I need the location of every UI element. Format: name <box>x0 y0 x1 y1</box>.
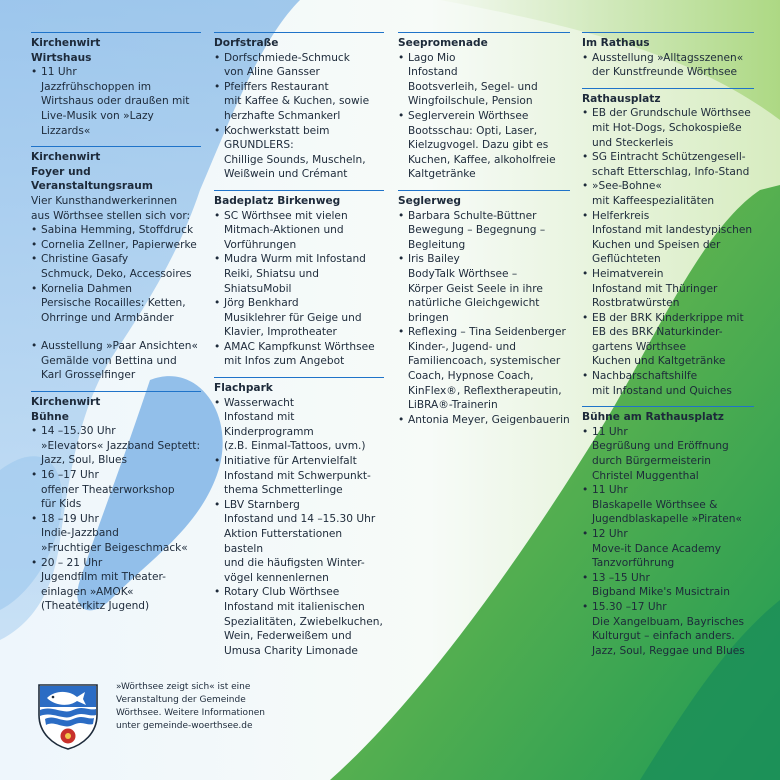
list-item <box>398 252 570 325</box>
item-line: Kulturgut – einfach anders. <box>592 630 735 643</box>
section-title: Kirchenwirt <box>31 396 101 409</box>
item-line: • Kochwerkstatt beim <box>224 124 330 137</box>
item-line: Vorführungen <box>224 238 297 251</box>
item-line: • 11 Uhr <box>41 66 77 79</box>
event-list <box>31 65 201 138</box>
item-line: Ohrringe und Armbänder <box>41 311 174 324</box>
item-line: Jazz, Soul, Blues <box>41 454 128 467</box>
item-line: Kuchen, Kaffee, alkoholfreie <box>408 153 556 166</box>
item-line: offener Theaterworkshop <box>41 483 175 496</box>
item-line: • 11 Uhr <box>592 484 628 497</box>
section-im-rathaus <box>582 32 754 80</box>
section-intro: Vier Kunsthandwerkerinnen <box>31 194 178 207</box>
item-line: Klavier, Improtheater <box>224 326 337 339</box>
section-subtitle: Bühne <box>31 410 69 423</box>
item-line: und die häufigsten Winter- <box>224 557 365 570</box>
list-item <box>214 396 384 454</box>
section-flachpark <box>214 377 384 658</box>
footer-text <box>116 681 286 733</box>
item-line: BodyTalk Wörthsee – <box>408 267 518 280</box>
event-list <box>214 209 384 370</box>
section-title: Dorfstraße <box>214 37 279 49</box>
list-item <box>398 51 570 109</box>
list-item <box>214 585 384 658</box>
item-line: Indie-Jazzband <box>41 527 119 540</box>
item-line: • Ausstellung »Paar Ansichten« <box>41 340 199 353</box>
event-list <box>398 51 570 182</box>
list-item <box>214 296 384 340</box>
item-line: • Helferkreis <box>592 209 650 222</box>
item-line: Infostand mit Kinderprogramm <box>224 411 314 438</box>
section-title: Kirchenwirt <box>31 151 101 164</box>
item-line: • Sabina Hemming, Stoffdruck <box>41 224 194 237</box>
item-line: einlagen »AMOK« <box>41 585 134 598</box>
item-line: Wein, Federweißem und <box>224 630 352 643</box>
item-line: • 16 –17 Uhr <box>41 469 99 482</box>
item-line: • 13 –15 Uhr <box>592 571 650 584</box>
section-seglerweg <box>398 190 570 428</box>
section-subtitle: Foyer und Veranstaltungsraum <box>31 165 153 193</box>
item-line: Schmuck, Deko, Accessoires <box>41 267 192 280</box>
item-line: Körper Geist Seele in ihre <box>408 282 543 295</box>
item-line: Jazzfrühschoppen im <box>41 80 152 93</box>
item-line: herzhafte Schmankerl <box>224 109 341 122</box>
item-line: Jugendfilm mit Theater- <box>41 571 166 584</box>
item-line: Gemälde von Bettina und <box>41 354 177 367</box>
section-title: Kirchenwirt <box>31 37 101 49</box>
item-line: von Aline Gansser <box>224 66 320 79</box>
event-list <box>214 51 384 182</box>
column-3 <box>398 32 570 435</box>
list-item <box>582 267 754 311</box>
list-item <box>31 65 201 138</box>
item-line: Kinder-, Jugend- und <box>408 340 516 353</box>
item-line: • Antonia Meyer, Geigenbauerin <box>408 413 570 426</box>
list-item <box>214 498 384 586</box>
item-line: • Cornelia Zellner, Papierwerke <box>41 238 197 251</box>
list-item <box>214 209 384 253</box>
list-item <box>31 339 201 383</box>
item-line: Live-Musik von »Lazy Lizzards« <box>41 109 154 137</box>
item-line: Chillige Sounds, Muscheln, <box>224 153 366 166</box>
item-line: LiBRA®-Trainerin <box>408 399 498 412</box>
list-item <box>582 209 754 267</box>
item-line: • 18 –19 Uhr <box>41 512 99 525</box>
item-line: Umusa Charity Limonade <box>224 644 358 657</box>
item-line: Coach, Hypnose Coach, <box>408 370 534 383</box>
item-line: Infostand mit Thüringer <box>592 282 718 295</box>
list-item <box>31 223 201 238</box>
item-line: • Seglerverein Wörthsee <box>408 109 529 122</box>
event-list <box>31 424 201 614</box>
list-item <box>31 282 201 326</box>
section-title: Seglerweg <box>398 194 461 207</box>
item-line: • Christine Gasafy <box>41 253 129 266</box>
item-line: »Elevators« Jazzband Septett: <box>41 439 201 452</box>
item-line: Kielzugvogel. Dazu gibt es <box>408 139 549 152</box>
section-intro: aus Wörthsee stellen sich vor: <box>31 209 191 222</box>
item-line: • LBV Starnberg <box>224 498 300 511</box>
event-list <box>31 223 201 383</box>
item-line: • Wasserwacht <box>224 396 295 409</box>
list-item <box>214 51 384 80</box>
section-title: Im Rathaus <box>582 37 650 49</box>
item-line: »Fruchtiger Beigeschmack« <box>41 542 188 554</box>
section-kirchenwirt-foyer <box>31 146 201 383</box>
item-line: Geflüchteten <box>592 253 661 266</box>
item-line: mit Infostand und Quiches <box>592 384 732 397</box>
item-line: • Kornelia Dahmen <box>41 282 132 295</box>
item-line: (Theaterkitz Jugend) <box>41 600 150 613</box>
item-line: Bigband Mike's Musictrain <box>592 586 730 599</box>
item-line: Karl Grosselfinger <box>41 369 136 382</box>
item-line: bringen <box>408 311 449 324</box>
item-line: Wirtshaus oder draußen mit <box>41 95 190 108</box>
item-line: Wingfoilschule, Pension <box>408 95 533 108</box>
item-line: Bewegung – Begegnung – <box>408 224 546 237</box>
list-spacer <box>31 325 201 339</box>
item-line: mit Hot-Dogs, Schokospieße <box>592 121 742 134</box>
section-subtitle: Wirtshaus <box>31 51 92 64</box>
item-line: • Initiative für Artenvielfalt <box>224 455 357 468</box>
list-item <box>214 80 384 124</box>
item-line: Infostand mit italienischen <box>224 600 365 613</box>
item-line: Infostand mit Schwerpunkt- <box>224 469 371 482</box>
municipal-crest-icon <box>33 681 103 751</box>
item-line: • 11 Uhr <box>592 425 628 438</box>
item-line: • Iris Bailey <box>408 253 460 266</box>
item-line: • Dorfschmiede-Schmuck <box>224 51 350 64</box>
section-rathausplatz <box>582 88 754 398</box>
list-item <box>31 556 201 614</box>
event-list <box>582 51 754 80</box>
item-line: Jugendblaskapelle »Piraten« <box>592 513 742 526</box>
section-title: Flachpark <box>214 382 273 395</box>
list-item <box>31 424 201 468</box>
item-line: Spezialitäten, Zwiebelkuchen, <box>224 615 383 628</box>
item-line: (z.B. Einmal-Tattoos, uvm.) <box>224 440 366 453</box>
column-1 <box>31 32 201 622</box>
item-line: • AMAC Kampfkunst Wörthsee <box>224 340 375 353</box>
item-line: • Ausstellung »Alltagsszenen« <box>592 51 744 64</box>
footer-line: »Wörthsee zeigt sich« ist eine <box>116 682 251 692</box>
item-line: • Pfeiffers Restaurant <box>224 80 329 93</box>
section-title: Badeplatz Birkenweg <box>214 194 341 207</box>
footer-line: Wörthsee. Weitere Informationen <box>116 708 266 718</box>
item-line: gartens Wörthsee <box>592 340 686 353</box>
column-2 <box>214 32 384 666</box>
footer-line: unter gemeinde-woerthsee.de <box>116 721 253 731</box>
section-seepromenade <box>398 32 570 182</box>
item-line: • Nachbarschaftshilfe <box>592 370 698 383</box>
item-line: Tanzvorführung <box>592 557 675 570</box>
list-item <box>582 150 754 179</box>
item-line: mit Infos zum Angebot <box>224 355 345 368</box>
list-item <box>582 369 754 398</box>
item-line: und Steckerleis <box>592 136 674 149</box>
item-line: vögel kennenlernen <box>224 571 329 584</box>
item-line: • 14 –15.30 Uhr <box>41 425 116 438</box>
item-line: • Heimatverein <box>592 267 664 280</box>
item-line: • 20 – 21 Uhr <box>41 556 103 569</box>
list-item <box>214 124 384 182</box>
item-line: • 12 Uhr <box>592 528 628 540</box>
item-line: natürliche Gleichgewicht <box>408 297 540 310</box>
list-item <box>398 413 570 428</box>
list-item <box>398 325 570 413</box>
list-item <box>582 483 754 527</box>
footer-line: Veranstaltung der Gemeinde <box>116 695 246 705</box>
item-line: thema Schmetterlinge <box>224 484 343 497</box>
list-item <box>582 179 754 208</box>
item-line: Move-it Dance Academy <box>592 542 721 555</box>
item-line: Infostand <box>408 66 458 79</box>
item-line: Musiklehrer für Geige und <box>224 311 362 324</box>
item-line: • SC Wörthsee mit vielen <box>224 209 348 222</box>
item-line: Bootsschau: Opti, Laser, <box>408 124 538 137</box>
item-line: Infostand und 14 –15.30 Uhr <box>224 513 376 526</box>
item-line: durch Bürgermeisterin <box>592 455 712 468</box>
item-line: Kaltgetränke <box>408 168 476 181</box>
section-kirchenwirt-wirtshaus <box>31 32 201 138</box>
item-line: Familiencoach, systemischer <box>408 355 561 368</box>
item-line: • »See-Bohne« <box>592 180 662 193</box>
list-item <box>214 252 384 296</box>
item-line: Jazz, Soul, Reggae und Blues <box>592 644 745 657</box>
list-item <box>214 340 384 369</box>
item-line: EB des BRK Naturkinder- <box>592 326 723 339</box>
item-line: Aktion Futterstationen basteln <box>224 528 343 555</box>
item-line: für Kids <box>41 498 82 511</box>
event-list <box>398 209 570 428</box>
footer <box>33 681 273 751</box>
item-line: • EB der BRK Kinderkrippe mit <box>592 311 744 324</box>
list-item <box>31 252 201 281</box>
item-line: • SG Eintracht Schützengesell- <box>592 151 746 164</box>
item-line: Kuchen und Speisen der <box>592 238 721 251</box>
list-item <box>31 468 201 512</box>
item-line: Blaskapelle Wörthsee & <box>592 498 718 511</box>
item-line: Weißwein und Crémant <box>224 168 348 181</box>
item-line: der Kunstfreunde Wörthsee <box>592 66 738 79</box>
item-line: GRUNDLERS: <box>224 139 294 152</box>
list-item <box>31 512 201 556</box>
item-line: Begleitung <box>408 238 466 251</box>
item-line: Die Xangelbuam, Bayrisches <box>592 615 745 628</box>
item-line: Reiki, Shiatsu und <box>224 267 319 280</box>
item-line: ShiatsuMobil <box>224 282 292 295</box>
item-line: KinFlex®, Reflextherapeutin, <box>408 384 562 397</box>
item-line: Persische Rocailles: Ketten, <box>41 297 186 310</box>
item-line: Infostand mit landestypischen <box>592 224 753 237</box>
item-line: Mitmach-Aktionen und <box>224 224 344 237</box>
section-title: Rathausplatz <box>582 92 661 105</box>
list-item <box>582 571 754 600</box>
item-line: • EB der Grundschule Wörthsee <box>592 107 751 120</box>
item-line: mit Kaffeespezialitäten <box>592 194 715 207</box>
event-list <box>582 106 754 398</box>
item-line: Bootsverleih, Segel- und <box>408 80 538 93</box>
list-item <box>214 454 384 498</box>
item-line: • Jörg Benkhard <box>224 297 299 310</box>
list-item <box>398 209 570 253</box>
section-kirchenwirt-buehne <box>31 391 201 614</box>
list-item <box>31 238 201 253</box>
item-line: • Barbara Schulte-Büttner <box>408 209 537 222</box>
section-badeplatz-birkenweg <box>214 190 384 369</box>
event-list <box>214 396 384 659</box>
list-item <box>582 51 754 80</box>
list-item <box>582 311 754 369</box>
item-line: • Rotary Club Wörthsee <box>224 586 340 599</box>
item-line: • 15.30 –17 Uhr <box>592 600 667 613</box>
event-list <box>582 425 754 659</box>
column-4 <box>582 32 754 666</box>
item-line: schaft Etterschlag, Info-Stand <box>592 165 750 178</box>
item-line: • Mudra Wurm mit Infostand <box>224 253 366 266</box>
item-line: Begrüßung und Eröffnung <box>592 440 729 453</box>
list-item <box>582 106 754 150</box>
item-line: Rostbratwürsten <box>592 297 680 310</box>
section-title: Bühne am Rathausplatz <box>582 411 724 424</box>
list-item <box>582 527 754 571</box>
item-line: • Lago Mio <box>408 51 456 64</box>
item-line: Kuchen und Kaltgetränke <box>592 355 726 368</box>
list-item <box>398 109 570 182</box>
item-line: mit Kaffee & Kuchen, sowie <box>224 95 370 108</box>
list-item <box>582 600 754 658</box>
section-title: Seepromenade <box>398 37 488 49</box>
item-line: Christel Muggenthal <box>592 469 699 482</box>
item-line: • Reflexing – Tina Seidenberger <box>408 326 566 339</box>
section-dorfstrasse <box>214 32 384 182</box>
section-buehne-am-rathausplatz <box>582 406 754 658</box>
list-item <box>582 425 754 483</box>
